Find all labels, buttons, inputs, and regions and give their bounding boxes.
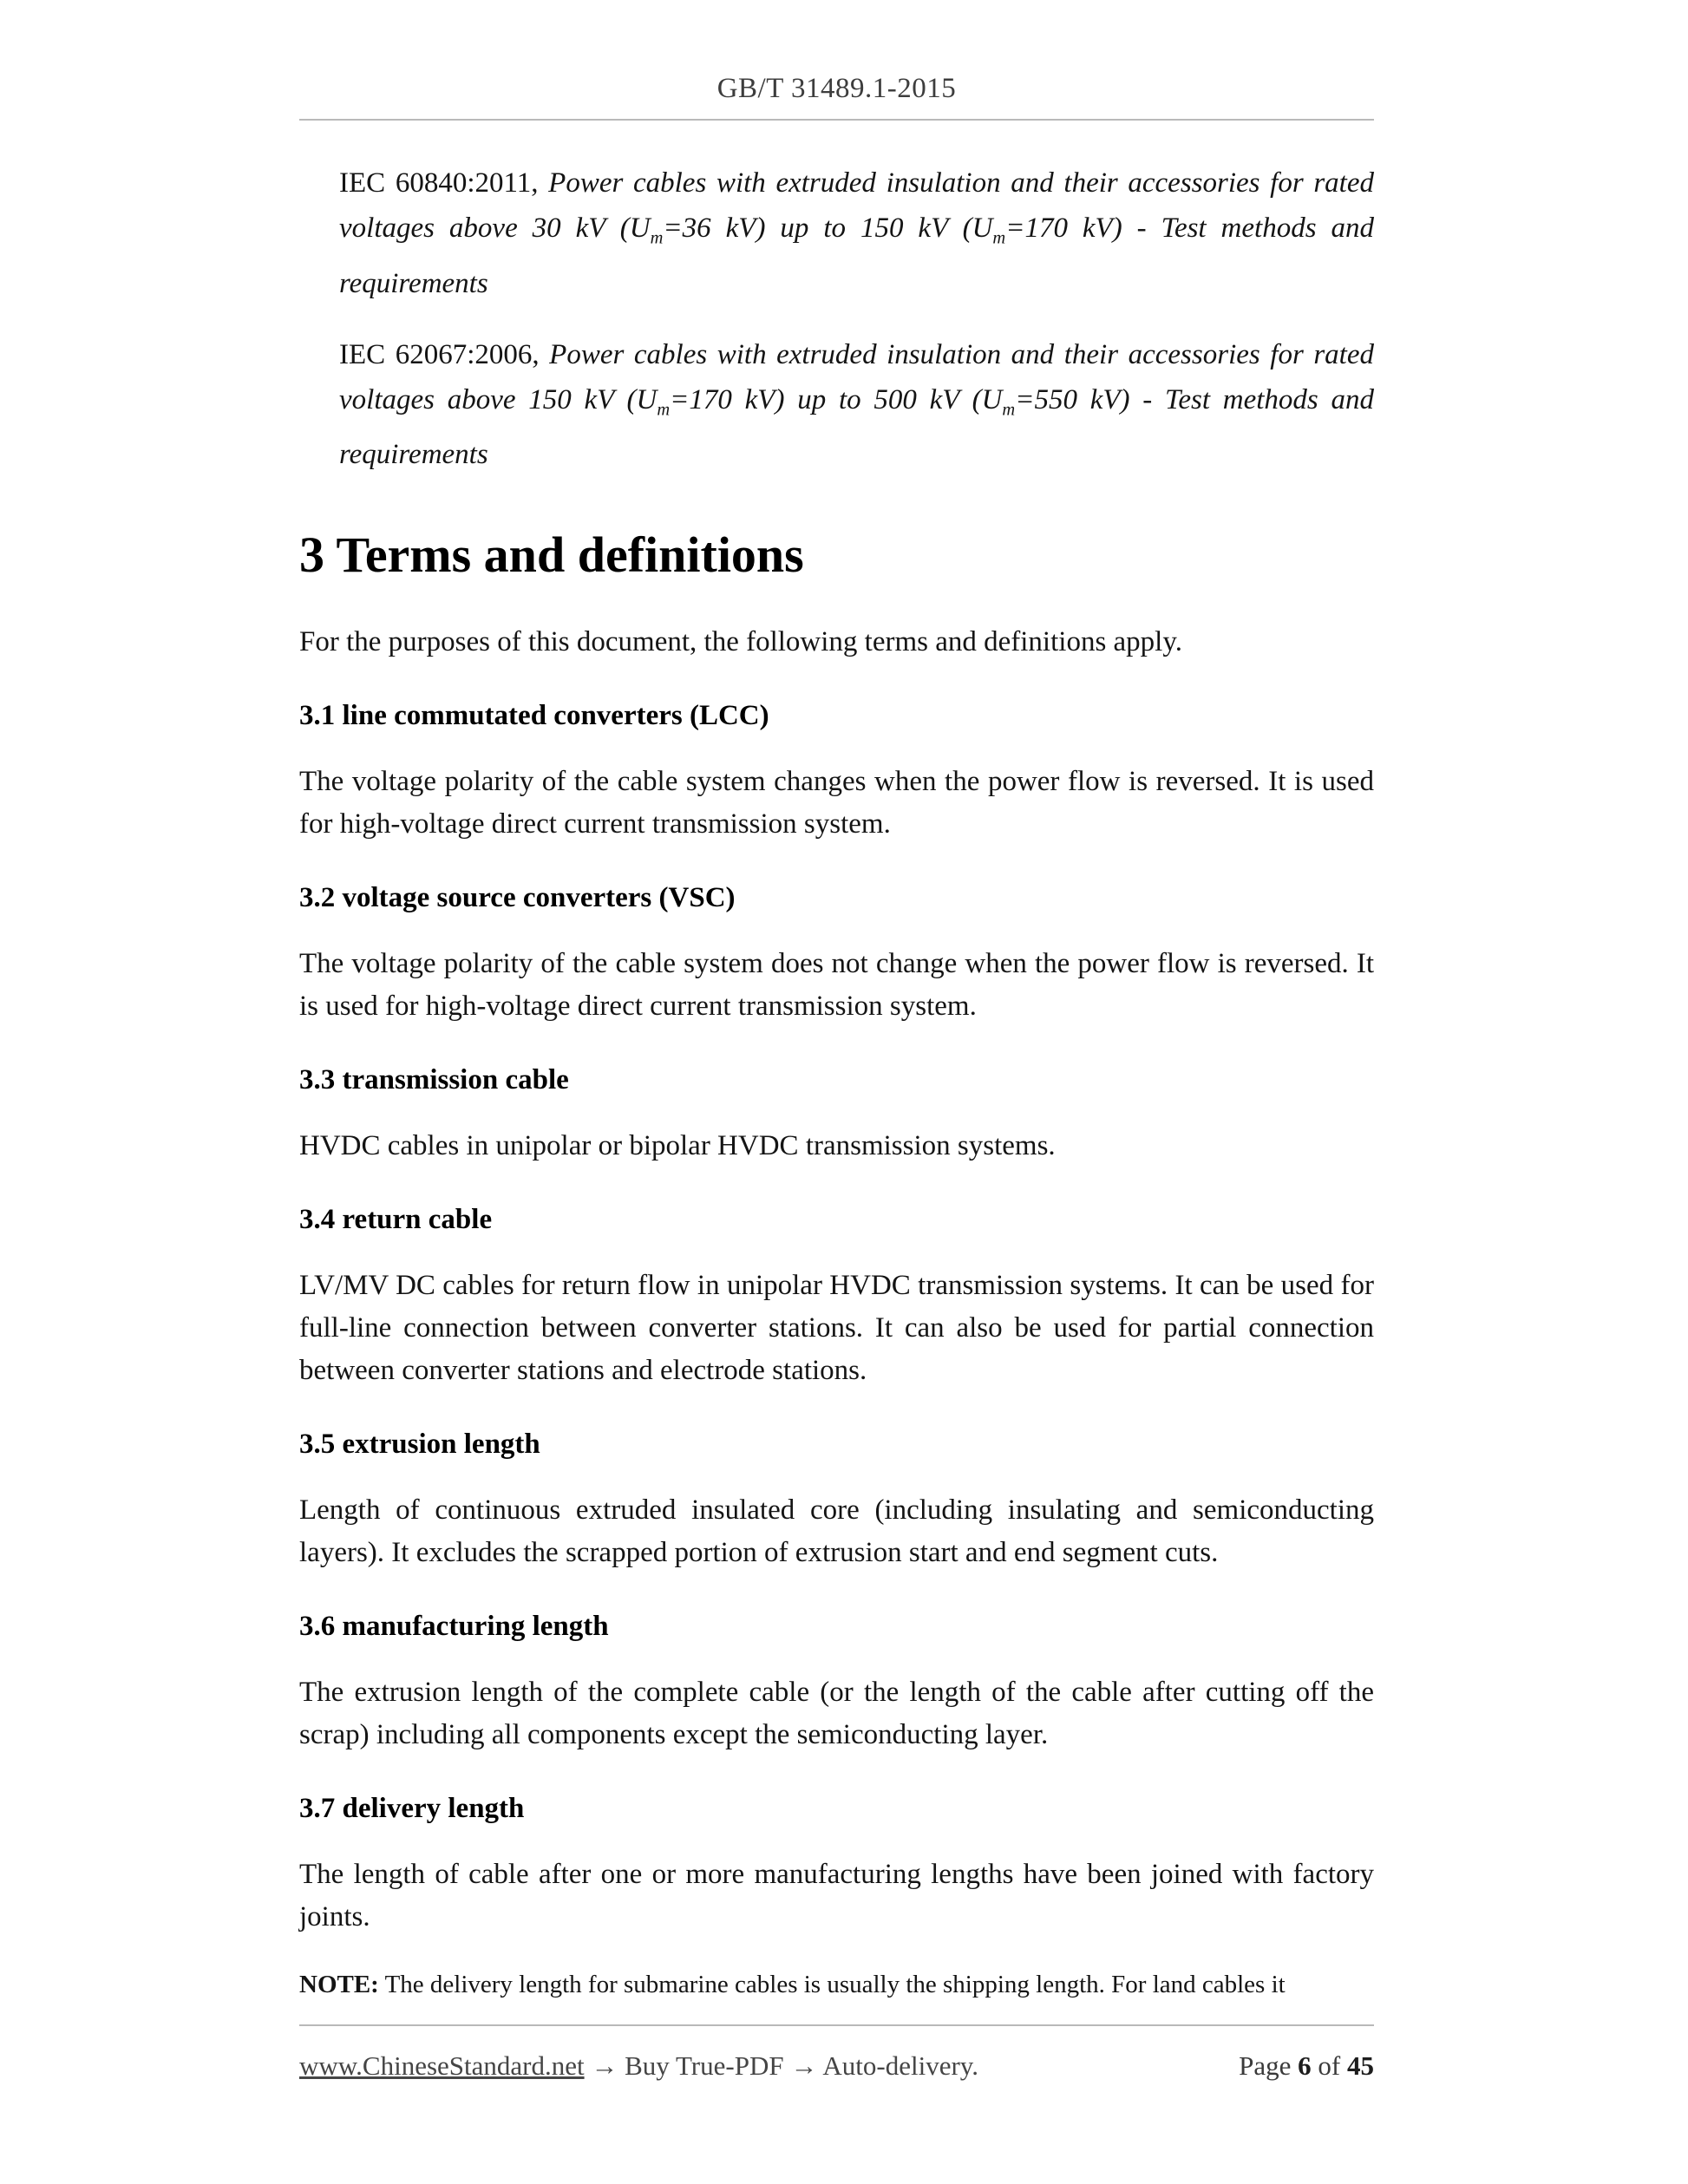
footer-buy-text: Buy True-PDF	[625, 2050, 784, 2081]
page-number: 6	[1298, 2050, 1312, 2081]
subscript-m: m	[992, 228, 1006, 248]
page-indicator	[1239, 2050, 1374, 2082]
page-header	[299, 0, 1374, 121]
note-text: The delivery length for submarine cables is usually the shipping length. For land cables it	[378, 1971, 1286, 1999]
page-label: Page	[1239, 2050, 1292, 2081]
reference-code: IEC 60840:2011,	[339, 167, 549, 199]
section-heading: 3.7 delivery length	[299, 1793, 525, 1825]
arrow-icon: →	[591, 2050, 618, 2081]
section-heading: 3.6 manufacturing length	[299, 1611, 609, 1643]
reference-title: =170 kV) - Test methods and requirements	[339, 213, 1375, 299]
section-3-2	[299, 877, 1374, 1028]
subscript-m: m	[657, 400, 671, 420]
section-3-7	[299, 1788, 1374, 1939]
note-paragraph	[299, 1965, 1374, 2004]
page-content	[299, 0, 1374, 2004]
page-total: 45	[1347, 2050, 1374, 2081]
reference-title: =550 kV) - Test methods and requirements	[339, 383, 1375, 471]
section-body: LV/MV DC cables for return flow in unipolar HVDC transmission systems. It can be used for full-line connection between converter stations. It can also be used for partial connection between converter stations and electrode stations.	[299, 1270, 1374, 1387]
section-heading: 3.1 line commutated converters (LCC)	[299, 700, 769, 732]
reference-code: IEC 62067:2006,	[339, 338, 550, 370]
section-heading: 3.2 voltage source converters (VSC)	[299, 882, 736, 914]
section-3-4	[299, 1199, 1374, 1392]
page-footer	[299, 2024, 1374, 2082]
standard-number: GB/T 31489.1-2015	[716, 73, 957, 104]
chinesestandard-link[interactable]: www.ChineseStandard.net	[299, 2050, 585, 2081]
section-3-3	[299, 1059, 1374, 1167]
chapter-title: 3 Terms and definitions	[299, 526, 804, 584]
section-body: The extrusion length of the complete cable (or the length of the cable after cutting off the scrap) including all components except the semiconducting layer.	[299, 1677, 1374, 1751]
section-body: The voltage polarity of the cable system changes when the power flow is reversed. It is used for high-voltage direct current transmission system.	[299, 766, 1374, 840]
section-3-6	[299, 1605, 1374, 1756]
section-body: HVDC cables in unipolar or bipolar HVDC transmission systems.	[299, 1130, 1056, 1162]
reference-title: =36 kV) up to 150 kV (U	[663, 213, 993, 244]
of-label: of	[1318, 2050, 1341, 2081]
arrow-icon: →	[790, 2050, 818, 2081]
section-body: The length of cable after one or more manufacturing lengths have been joined with factory joints.	[299, 1859, 1374, 1933]
section-body: The voltage polarity of the cable system does not change when the power flow is reversed. It is used for high-voltage direct current transmission system.	[299, 948, 1374, 1023]
section-body: Length of continuous extruded insulated core (including insulating and semiconducting layers). It excludes the scrapped portion of extrusion start and end segment cuts.	[299, 1494, 1374, 1569]
subscript-m: m	[1002, 400, 1016, 420]
reference-title: =170 kV) up to 500 kV (U	[670, 383, 1003, 415]
reference-iec-62067	[339, 332, 1374, 478]
chapter-intro: For the purposes of this document, the following terms and definitions apply.	[299, 626, 1182, 658]
section-3-5	[299, 1423, 1374, 1574]
subscript-m: m	[650, 228, 664, 248]
footer-source-line	[299, 2050, 978, 2082]
reference-title: Power cables with extruded insulation and their accessories for rated voltages above 30 kV (U	[339, 167, 1374, 244]
section-heading: 3.4 return cable	[299, 1204, 493, 1236]
reference-title: Power cables with extruded insulation and their accessories for rated voltages above 150 kV (U	[339, 338, 1374, 415]
reference-iec-60840	[339, 160, 1374, 306]
note-label: NOTE:	[299, 1971, 379, 1999]
section-heading: 3.5 extrusion length	[299, 1429, 540, 1461]
section-heading: 3.3 transmission cable	[299, 1064, 569, 1096]
section-3-1	[299, 695, 1374, 846]
footer-delivery-text: Auto-delivery.	[822, 2050, 979, 2081]
